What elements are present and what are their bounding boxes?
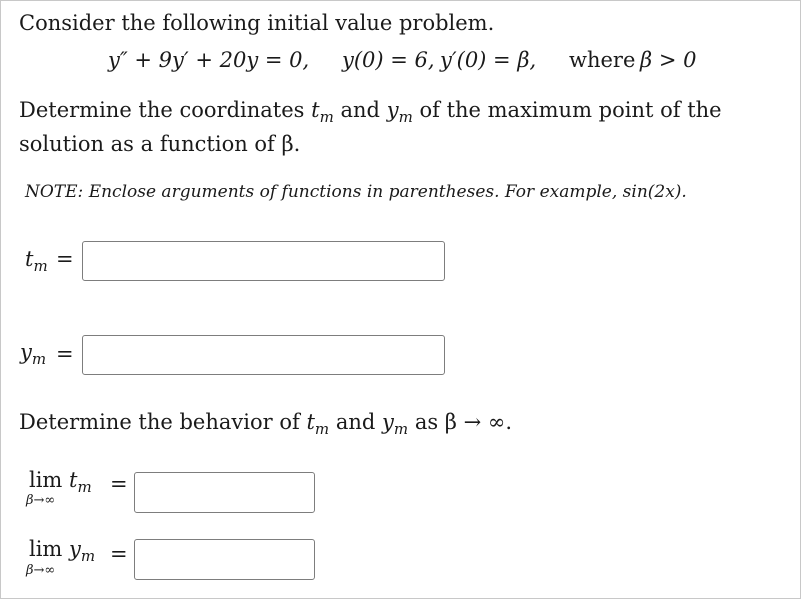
lim-ym-answer-input[interactable] xyxy=(134,539,315,580)
q2-ym-sub: m xyxy=(393,420,409,438)
ym-label xyxy=(20,340,47,368)
ym-label-sub: m xyxy=(31,350,47,368)
q2-tm-base: t xyxy=(306,410,315,434)
question2-line xyxy=(19,410,513,438)
lim-tm-under: β→∞ xyxy=(26,493,56,508)
ym-symbol xyxy=(386,98,413,126)
question1-line2: solution as a function of β. xyxy=(19,132,301,156)
tm-label-base: t xyxy=(25,247,34,271)
lim-ym-label xyxy=(29,537,96,565)
question1-line1 xyxy=(19,98,722,126)
note-text: NOTE: Enclose arguments of functions in parentheses. For example, sin(2x). xyxy=(25,182,687,202)
question2-part-a: Determine the behavior of xyxy=(19,410,300,434)
ym-symbol-base: y xyxy=(386,98,399,122)
question1-and: and xyxy=(340,98,380,122)
tm-equals: = xyxy=(56,247,74,271)
initial-condition-1: y(0) = 6, xyxy=(342,48,435,72)
q2-ym-symbol xyxy=(382,410,409,438)
question1-part-b: of the maximum point of the xyxy=(419,98,722,122)
where-word: where xyxy=(569,48,636,72)
initial-condition-2: y′(0) = β, xyxy=(440,48,537,72)
intro-text: Consider the following initial value problem. xyxy=(19,11,495,35)
tm-label-sub: m xyxy=(33,257,48,275)
lim-tm-label xyxy=(29,468,92,496)
ym-answer-input[interactable] xyxy=(82,335,445,375)
lim-ym-equals: = xyxy=(110,542,128,566)
lim-ym-lim-word: lim xyxy=(29,537,63,561)
ym-symbol-sub: m xyxy=(398,108,413,126)
ode-equation: y″ + 9y′ + 20y = 0, xyxy=(108,48,310,72)
q2-ym-base: y xyxy=(382,410,394,434)
lim-ym-symbol xyxy=(69,537,96,565)
lim-tm-answer-input[interactable] xyxy=(134,472,315,513)
lim-tm-sub: m xyxy=(77,478,92,496)
question2-and: and xyxy=(335,410,376,434)
lim-tm-base: t xyxy=(69,468,78,492)
lim-ym-under: β→∞ xyxy=(26,563,56,578)
lim-tm-lim-word: lim xyxy=(29,468,63,492)
question2-part-b: as β → ∞. xyxy=(414,410,513,434)
lim-tm-equals: = xyxy=(110,472,128,496)
tm-symbol-base: t xyxy=(311,98,320,122)
q2-tm-symbol xyxy=(306,410,330,438)
tm-answer-input[interactable] xyxy=(82,241,445,281)
beta-condition: β > 0 xyxy=(640,48,697,72)
tm-symbol-sub: m xyxy=(319,108,334,126)
lim-tm-symbol xyxy=(69,468,92,496)
question1-part-a: Determine the coordinates xyxy=(19,98,305,122)
ym-equals: = xyxy=(56,342,74,366)
ym-label-base: y xyxy=(20,340,32,364)
tm-symbol xyxy=(311,98,334,126)
tm-label xyxy=(25,247,48,275)
q2-tm-sub: m xyxy=(314,420,330,438)
lim-ym-base: y xyxy=(69,537,81,561)
lim-ym-sub: m xyxy=(80,547,96,565)
